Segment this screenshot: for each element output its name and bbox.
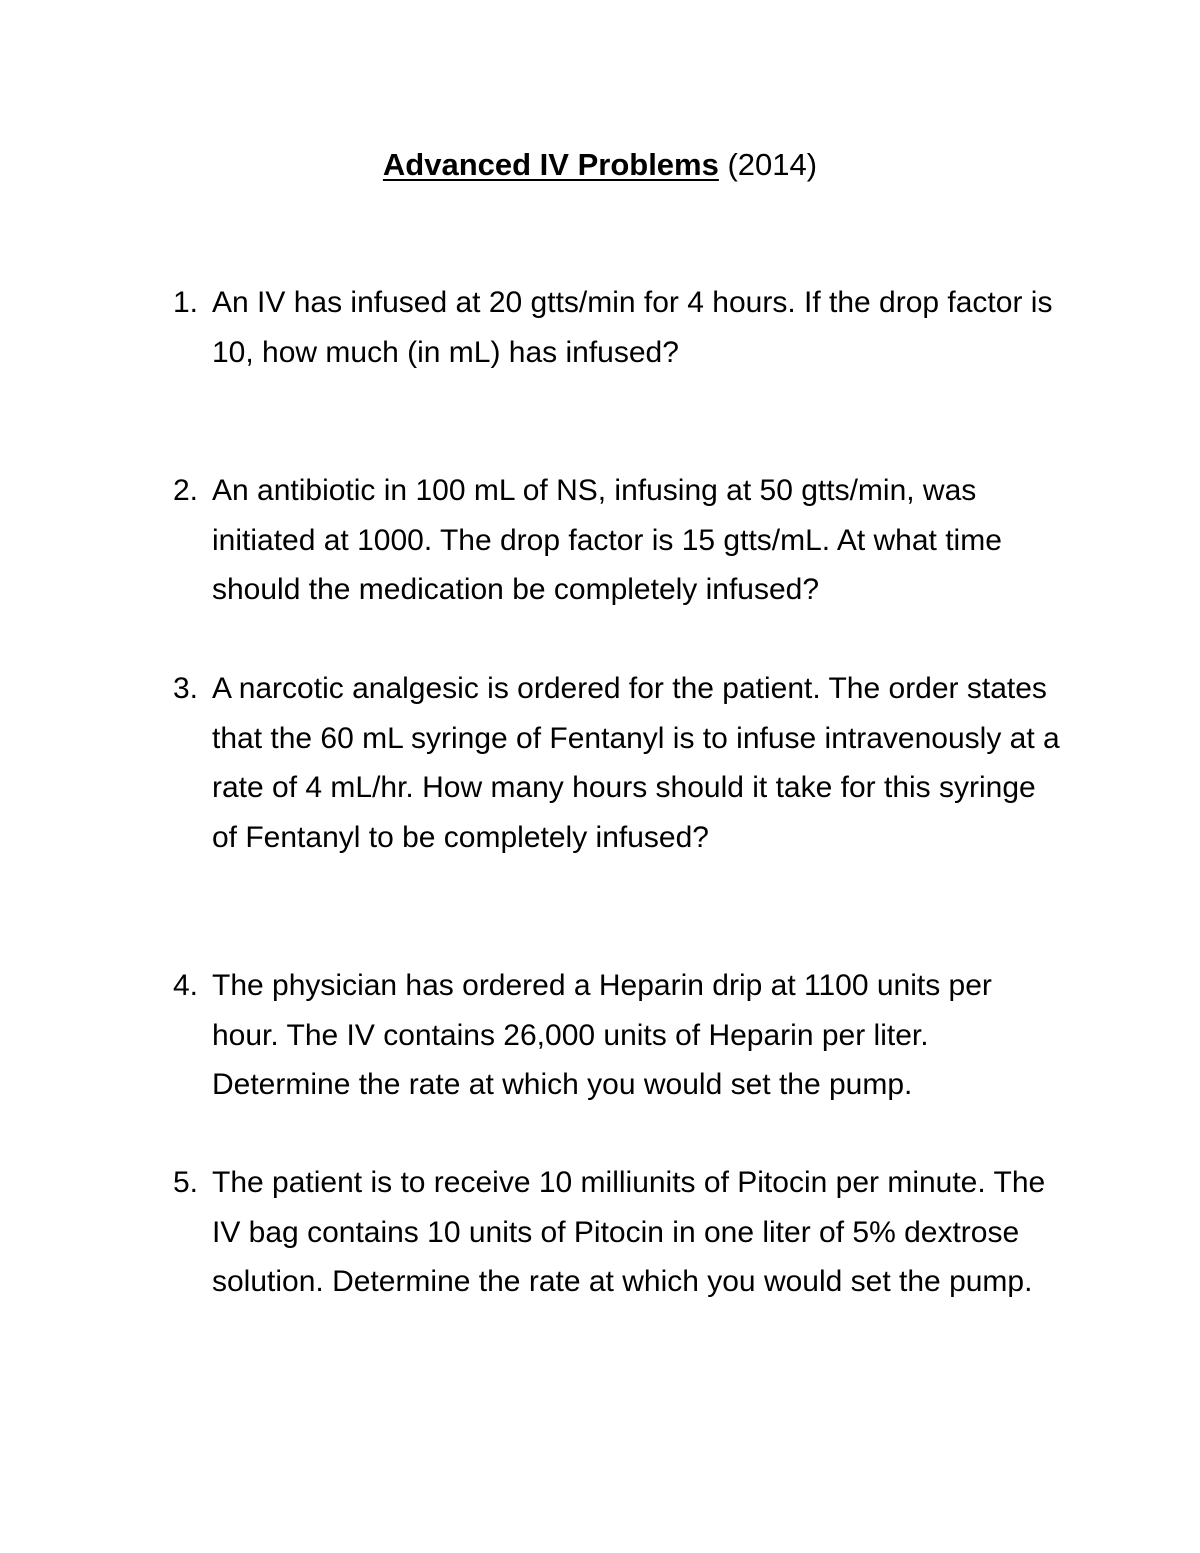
title-text: Advanced IV Problems (382, 147, 719, 182)
question-item (173, 1158, 1063, 1307)
question-item (173, 466, 1063, 615)
question-text: The physician has ordered a Heparin drip at 1100 units per hour. The IV contains 26,000 units of Heparin per liter. Determine the rate at which you would set the pump. (212, 969, 992, 1101)
question-text: A narcotic analgesic is ordered for the patient. The order states that the 60 mL syringe of Fentanyl is to infuse intravenously at a rate of 4 mL/hr. How many hours should it take for this syringe of Fentanyl to be completely infused? (212, 672, 1060, 854)
page-title (0, 140, 1200, 190)
question-number: 3. (173, 672, 199, 705)
title-year: (2014) (727, 147, 818, 182)
question-text: The patient is to receive 10 milliunits of Pitocin per minute. The IV bag contains 10 units of Pitocin in one liter of 5% dextrose solution. Determine the rate at which you would set the pump. (212, 1166, 1046, 1298)
question-item (173, 278, 1063, 377)
question-number: 4. (173, 969, 199, 1002)
question-text: An IV has infused at 20 gtts/min for 4 hours. If the drop factor is 10, how much (in mL) has infused? (212, 286, 1053, 369)
question-number: 5. (173, 1166, 199, 1199)
question-number: 2. (173, 474, 199, 507)
question-item (173, 961, 1063, 1110)
question-number: 1. (173, 286, 199, 319)
question-text: An antibiotic in 100 mL of NS, infusing at 50 gtts/min, was initiated at 1000. The drop factor is 15 gtts/mL. At what time should the medication be completely infused? (212, 474, 1002, 606)
question-item (173, 664, 1063, 862)
